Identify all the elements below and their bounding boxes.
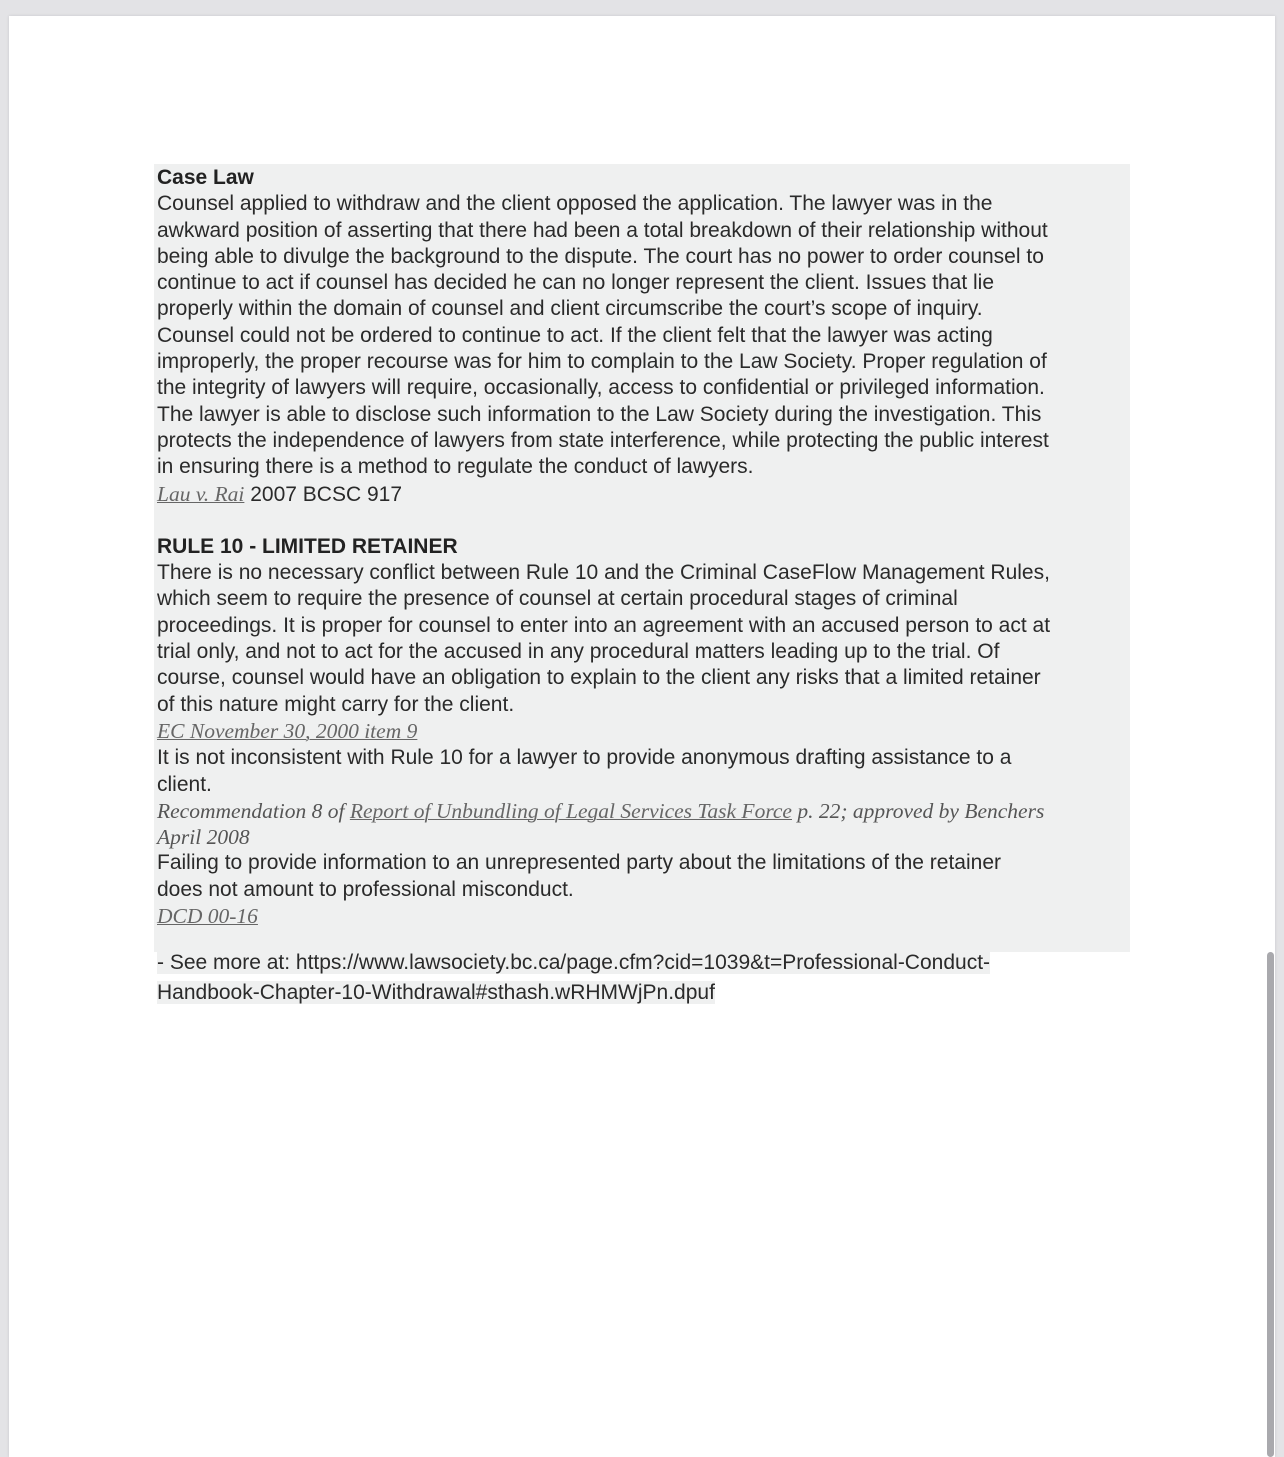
- rule10-citation-1: [157, 718, 1130, 745]
- rule10-heading: RULE 10 - LIMITED RETAINER: [157, 534, 458, 558]
- body-line: which seem to require the presence of counsel at certain procedural stages of criminal: [157, 587, 958, 611]
- body-line: It is not inconsistent with Rule 10 for a lawyer to provide anonymous drafting assistance to a: [157, 746, 1012, 770]
- body-line: continue to act if counsel has decided he can no longer represent the client. Issues that lie: [157, 271, 995, 295]
- case-law-heading: Case Law: [157, 166, 254, 189]
- rule10-citation-2: [157, 798, 1130, 851]
- citation-prefix: Recommendation 8 of: [157, 798, 350, 823]
- citation-reference: 2007 BCSC 917: [244, 482, 402, 506]
- case-law-section: [154, 164, 1130, 508]
- body-line: trial only, and not to act for the accused in any procedural matters leading up to the trial. Of: [157, 640, 1000, 664]
- body-line: Failing to provide information to an unrepresented party about the limitations of the retainer: [157, 851, 1001, 875]
- body-line: properly within the domain of counsel and client circumscribe the court’s scope of inquiry.: [157, 297, 983, 321]
- body-line: proceedings. It is proper for counsel to enter into an agreement with an accused person to act at: [157, 613, 1051, 637]
- body-line: awkward position of asserting that there had been a total breakdown of their relationship without: [157, 218, 1048, 242]
- rule10-paragraph-3: [157, 850, 1130, 903]
- rule10-paragraph-2: [157, 745, 1130, 798]
- rule10-section: [154, 534, 1130, 930]
- body-line: being able to divulge the background to the dispute. The court has no power to order counsel to: [157, 244, 1044, 268]
- body-line: course, counsel would have an obligation to explain to the client any risks that a limited retainer: [157, 666, 1041, 690]
- see-more-footer: [154, 948, 1077, 1008]
- body-line: The lawyer is able to disclose such information to the Law Society during the investigation. This: [157, 402, 1042, 426]
- rule10-paragraph-1: [157, 560, 1130, 718]
- body-line: Counsel could not be ordered to continue to act. If the client felt that the lawyer was acting: [157, 323, 993, 347]
- case-law-citation: [157, 481, 1130, 508]
- body-line: does not amount to professional misconduct.: [157, 877, 574, 901]
- vertical-scrollbar[interactable]: [1267, 952, 1274, 1457]
- see-more-line[interactable]: Handbook-Chapter-10-Withdrawal#sthash.wRHMWjPn.dpuf: [157, 981, 715, 1004]
- body-line: the integrity of lawyers will require, occasionally, access to confidential or privileged information.: [157, 376, 1045, 400]
- see-more-line[interactable]: - See more at: https://www.lawsociety.bc.ca/page.cfm?cid=1039&t=Professional-Conduct-: [157, 951, 991, 974]
- lau-v-rai-link[interactable]: Lau v. Rai: [157, 481, 245, 506]
- ec-november-link[interactable]: EC November 30, 2000 item 9: [157, 718, 418, 743]
- body-line: Counsel applied to withdraw and the client opposed the application. The lawyer was in the: [157, 192, 993, 216]
- body-line: in ensuring there is a method to regulate the conduct of lawyers.: [157, 455, 754, 479]
- unbundling-report-link[interactable]: Report of Unbundling of Legal Services Task Force: [349, 798, 792, 823]
- citation-suffix: p. 22; approved by Benchers: [791, 798, 1045, 823]
- dcd-00-16-link[interactable]: DCD 00-16: [157, 904, 258, 929]
- rule10-citation-3: [157, 903, 1130, 930]
- body-line: protects the independence of lawyers from state interference, while protecting the public interest: [157, 428, 1049, 452]
- section-gap: [154, 508, 1130, 534]
- case-law-body: [157, 191, 1130, 480]
- highlighted-content-block: [154, 164, 1130, 952]
- citation-date: April 2008: [157, 825, 250, 850]
- body-line: There is no necessary conflict between Rule 10 and the Criminal CaseFlow Management Rules,: [157, 561, 1050, 585]
- body-line: improperly, the proper recourse was for him to complain to the Law Society. Proper regulation of: [157, 350, 1047, 374]
- body-line: client.: [157, 772, 212, 796]
- body-line: of this nature might carry for the client.: [157, 692, 515, 716]
